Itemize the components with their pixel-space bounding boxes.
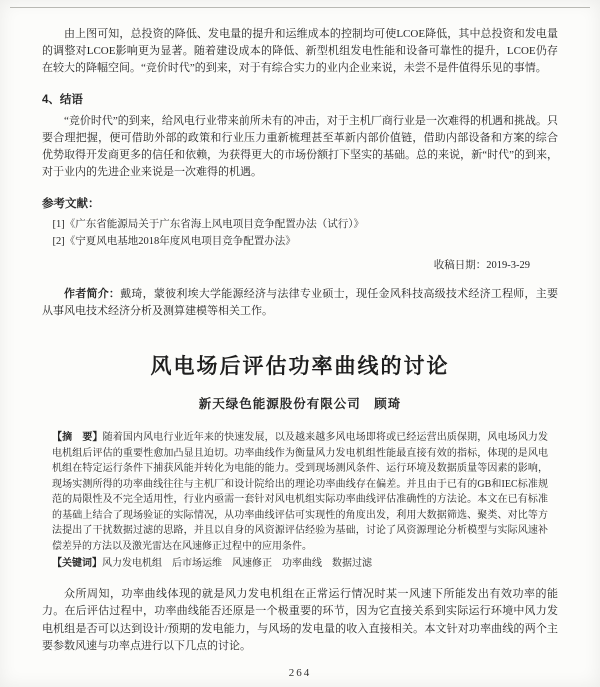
- author-bio-text: 戴琦，蒙彼利埃大学能源经济与法律专业硕士，现任金风科技高级技术经济工程师，主要从事风电技术经济分析及测算建模等相关工作。: [42, 288, 559, 317]
- keywords-label: 【关键词】: [52, 558, 102, 569]
- author-bio-paragraph: [42, 286, 558, 320]
- conclusion-heading: 4、结语: [42, 94, 83, 106]
- previous-article-end: [42, 26, 558, 320]
- references-heading: 参考文献：: [42, 198, 100, 210]
- keywords-text: 风力发电机组 后市场运维 风速修正 功率曲线 数据过滤: [102, 558, 372, 569]
- abstract-paragraph: [52, 430, 548, 554]
- reference-item: [1]《广东省能源局关于广东省海上风电项目竞争配置办法（试行）》: [52, 219, 364, 230]
- page-number: 264: [288, 667, 312, 679]
- page-footer: [0, 667, 600, 679]
- conclusion-paragraph: “竞价时代”的到来，给风电行业带来前所未有的冲击，对于主机厂商行业是一次难得的机遇和挑战。只要合理把握，便可借助外部的政策和行业压力重新梳理甚至革新内部价值链，借助内部设备和方案的综合优势取得开发商更多的信任和依赖，为获得更大的市场份额打下坚实的基础。总的来说，新“时代”的到来，对于业内的先进企业来说是一次难得的机遇。: [42, 115, 558, 178]
- abstract-text: 随着国内风电行业近年来的快速发展，以及越来越多风电场即将或已经运营出质保期，风电场风力发电机组后评估的重要性愈加凸显且迫切。功率曲线作为衡量风力发电机组性能最直接有效的指标，体现的是风电机组在特定运行条件下捕获风能并转化为电能的能力。受到现场测风条件、运行环境及数据质量等因素的影响，现场实测所得的功率曲线往往与主机厂和设计院给出的理论功率曲线存在偏差。并且由于已有的GB和IEC标准规范的局限性及不完全适用性，行业内亟需一套针对风电机组实际功率曲线评估准确性的方法论。本文在已有标准的基础上结合了现场验证的实际情况，从功率曲线评估可实现性的角度出发，利用大数据筛选、聚类、对比等方法提出了干扰数据过滤的思路，并且以自身的风资源评估经验为基础，讨论了风资源理论分析模型与实际风速补偿差异的方法以及激光雷达在风速修正过程中的应用条件。: [52, 432, 548, 552]
- abstract-block: [52, 430, 548, 572]
- article-title: 风电场后评估功率曲线的讨论: [150, 355, 450, 378]
- article-start: [42, 350, 558, 656]
- intro-paragraph: 众所周知，功率曲线体现的就是风力发电机组在正常运行情况时某一风速下所能发出有效功率的能力。在后评估过程中，功率曲线能否还原是一个极重要的环节，因为它直接关系到实际运行环境中风力发电机组是否可以达到设计/预期的发电能力，与风场的发电量的收入直接相关。本文针对功率曲线的两个主要参数风速与功率点进行以下几点的讨论。: [42, 587, 558, 652]
- received-date: 收稿日期：2019-3-29: [433, 260, 530, 271]
- closing-paragraph: 由上图可知，总投资的降低、发电量的提升和运维成本的控制均可使LCOE降低，其中总投资和发电量的调整对LCOE影响更为显著。随着建设成本的降低、新型机组发电性能和设备可靠性的提升，LCOE仍存在较大的降幅空间。“竞价时代”的到来，对于有综合实力的业内企业来说，未尝不是件值得乐见的事情。: [42, 28, 558, 74]
- abstract-label: 【摘 要】: [52, 432, 103, 443]
- author-bio-label: 作者简介：: [64, 288, 121, 300]
- article-byline: 新天绿色能源股份有限公司 顾琦: [198, 397, 402, 411]
- page-top-rule: [10, 7, 590, 8]
- keywords-line: [52, 556, 548, 572]
- reference-item: [2]《宁夏风电基地2018年度风电项目竞争配置办法》: [52, 236, 296, 247]
